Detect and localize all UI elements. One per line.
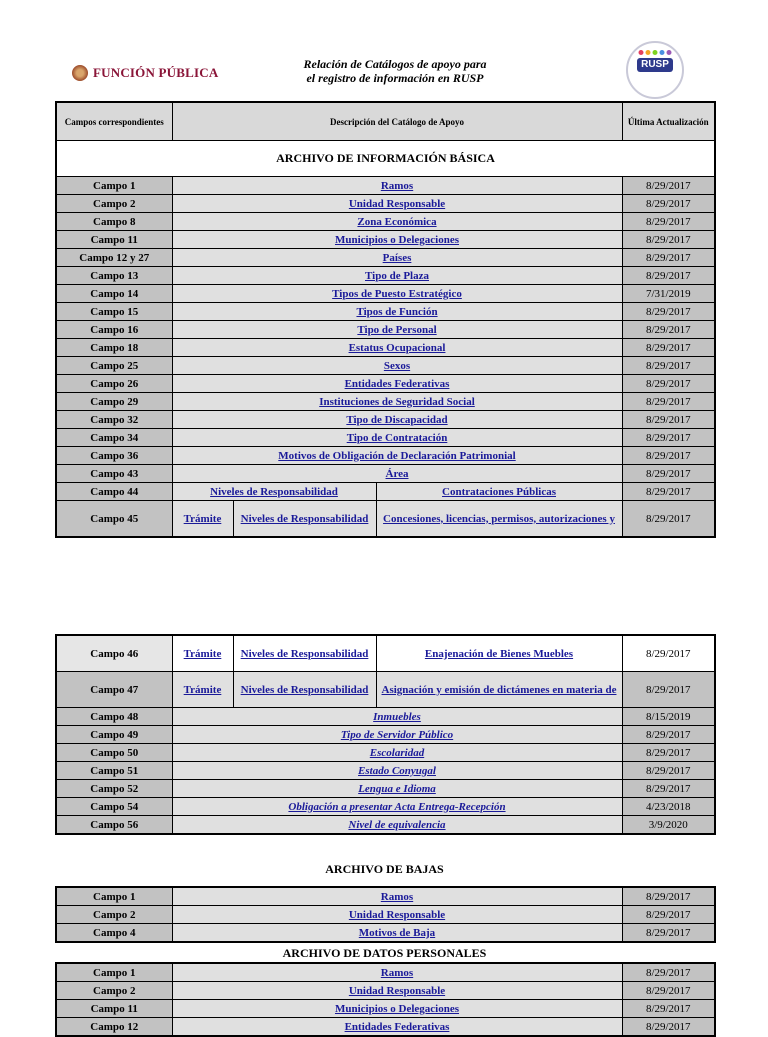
catalog-link-cell[interactable]: [172, 231, 622, 249]
catalog-link-cell[interactable]: [172, 1000, 622, 1018]
table-row: [56, 780, 715, 798]
catalog-table-bajas: [55, 886, 716, 943]
campo-cell: Campo 34: [56, 429, 172, 447]
date-cell: 8/29/2017: [622, 213, 715, 231]
catalog-link-cell[interactable]: [172, 429, 622, 447]
title-line-1: Relación de Catálogos de apoyo para: [303, 57, 487, 71]
campo-cell: Campo 52: [56, 780, 172, 798]
tramite-link-cell[interactable]: [172, 672, 233, 708]
catalog-link-cell[interactable]: [172, 177, 622, 195]
table-row: [56, 177, 715, 195]
tramite-link[interactable]: Trámite: [183, 512, 222, 525]
campo-cell: Campo 4: [56, 924, 172, 943]
table-row: [56, 393, 715, 411]
table-row-campo45: [56, 501, 715, 538]
niveles-link-cell[interactable]: [172, 483, 376, 501]
date-cell: 8/29/2017: [622, 249, 715, 267]
catalog-link[interactable]: Motivos de Obligación de Declaración Patrimonial: [278, 449, 516, 462]
catalog-table-personales: [55, 962, 716, 1037]
table-row: [56, 906, 715, 924]
campo-cell: Campo 56: [56, 816, 172, 835]
catalog-link[interactable]: Entidades Federativas: [344, 1020, 450, 1033]
catalog-link[interactable]: Área: [385, 467, 409, 480]
catalog-link-cell[interactable]: [172, 321, 622, 339]
campo-cell: Campo 11: [56, 231, 172, 249]
niveles-link-cell[interactable]: [233, 672, 376, 708]
niveles-responsabilidad-link[interactable]: Niveles de Responsabilidad: [240, 512, 369, 525]
table-row: [56, 357, 715, 375]
catalog-link-cell[interactable]: [172, 744, 622, 762]
campo-cell: Campo 43: [56, 465, 172, 483]
campo-cell: Campo 11: [56, 1000, 172, 1018]
catalog-link-cell[interactable]: [172, 375, 622, 393]
catalog-link[interactable]: Lengua e Idioma: [358, 782, 436, 795]
date-cell: 8/29/2017: [622, 411, 715, 429]
table-row-campo47: [56, 672, 715, 708]
date-cell: 3/9/2020: [622, 816, 715, 835]
table-row: [56, 375, 715, 393]
catalog-link[interactable]: Tipo de Contratación: [346, 431, 448, 444]
catalog-link[interactable]: Concesiones, licencias, permisos, autorizaciones y: [383, 512, 615, 525]
date-cell: 8/29/2017: [622, 1000, 715, 1018]
catalog-link[interactable]: Estado Conyugal: [358, 764, 436, 777]
campo-cell: Campo 44: [56, 483, 172, 501]
date-cell: 7/31/2019: [622, 285, 715, 303]
catalog-link[interactable]: Instituciones de Seguridad Social: [319, 395, 475, 408]
catalog-link-cell[interactable]: [172, 982, 622, 1000]
catalog-link[interactable]: Motivos de Baja: [358, 926, 436, 939]
campo-cell: Campo 13: [56, 267, 172, 285]
date-cell: 8/29/2017: [622, 483, 715, 501]
campo-cell: Campo 1: [56, 887, 172, 906]
section-title-basica: ARCHIVO DE INFORMACIÓN BÁSICA: [56, 141, 715, 177]
date-cell: 8/29/2017: [622, 906, 715, 924]
catalog-link-cell[interactable]: [172, 816, 622, 835]
catalog-link-cell[interactable]: [172, 887, 622, 906]
catalog-link[interactable]: Ramos: [380, 890, 414, 903]
catalog-link[interactable]: Estatus Ocupacional: [348, 341, 446, 354]
date-cell: 4/23/2018: [622, 798, 715, 816]
campo-cell: Campo 15: [56, 303, 172, 321]
catalog-link-cell[interactable]: [172, 1018, 622, 1037]
campo-cell: Campo 25: [56, 357, 172, 375]
date-cell: 8/29/2017: [622, 982, 715, 1000]
date-cell: 8/15/2019: [622, 708, 715, 726]
logo-text: FUNCIÓN PÚBLICA: [93, 65, 219, 80]
catalog-link[interactable]: Enajenación de Bienes Muebles: [424, 647, 574, 660]
catalog-link[interactable]: Inmuebles: [373, 710, 421, 723]
catalog-link[interactable]: Asignación y emisión de dictámenes en materia de: [381, 683, 617, 696]
catalog-link[interactable]: Tipo de Discapacidad: [346, 413, 448, 426]
rusp-logo-label: RUSP: [637, 58, 673, 72]
date-cell: 8/29/2017: [622, 429, 715, 447]
table-row: [56, 267, 715, 285]
date-cell: 8/29/2017: [622, 339, 715, 357]
catalog-link-cell[interactable]: [172, 195, 622, 213]
date-cell: 8/29/2017: [622, 887, 715, 906]
table-row: [56, 744, 715, 762]
table-row: [56, 249, 715, 267]
campo-cell: Campo 16: [56, 321, 172, 339]
campo-cell: Campo 50: [56, 744, 172, 762]
table-row: [56, 762, 715, 780]
catalog-link-cell[interactable]: [376, 483, 622, 501]
catalog-link[interactable]: Tipos de Puesto Estratégico: [332, 287, 462, 300]
section-title-personales: ARCHIVO DE DATOS PERSONALES: [282, 946, 487, 960]
date-cell: 8/29/2017: [622, 780, 715, 798]
date-cell: 8/29/2017: [622, 726, 715, 744]
date-cell: 8/29/2017: [622, 501, 715, 538]
campo-cell: Campo 32: [56, 411, 172, 429]
campo-cell: Campo 49: [56, 726, 172, 744]
catalog-link[interactable]: Tipo de Plaza: [365, 269, 429, 282]
date-cell: 8/29/2017: [622, 762, 715, 780]
niveles-responsabilidad-link[interactable]: Niveles de Responsabilidad: [210, 485, 338, 498]
date-cell: 8/29/2017: [622, 963, 715, 982]
table-row: [56, 195, 715, 213]
catalog-link-cell[interactable]: [172, 465, 622, 483]
campo-cell: Campo 54: [56, 798, 172, 816]
table-row: [56, 465, 715, 483]
campo-cell: Campo 1: [56, 963, 172, 982]
date-cell: 8/29/2017: [622, 1018, 715, 1037]
catalog-link-cell[interactable]: [376, 635, 622, 672]
rusp-dots-icon: [639, 50, 672, 55]
document-title: [250, 57, 540, 85]
catalog-link-cell[interactable]: [172, 303, 622, 321]
catalog-link[interactable]: Unidad Responsable: [348, 197, 446, 210]
table-row: [56, 411, 715, 429]
date-cell: 8/29/2017: [622, 465, 715, 483]
catalog-link[interactable]: Tipo de Servidor Público: [340, 728, 454, 741]
campo-cell: Campo 2: [56, 906, 172, 924]
table-row-campo46: [56, 635, 715, 672]
catalog-link[interactable]: Sexos: [383, 359, 411, 372]
niveles-link-cell[interactable]: [233, 635, 376, 672]
campo-cell: Campo 47: [56, 672, 172, 708]
table-row: [56, 798, 715, 816]
catalog-link[interactable]: Tipos de Función: [356, 305, 438, 318]
catalog-link-cell[interactable]: [172, 411, 622, 429]
table-row: [56, 1000, 715, 1018]
table-row: [56, 213, 715, 231]
catalog-link-cell[interactable]: [172, 339, 622, 357]
catalog-link[interactable]: Unidad Responsable: [348, 908, 446, 921]
catalog-link-cell[interactable]: [172, 708, 622, 726]
campo-cell: Campo 26: [56, 375, 172, 393]
date-cell: 8/29/2017: [622, 375, 715, 393]
table-row: [56, 924, 715, 943]
catalog-link-cell[interactable]: [172, 906, 622, 924]
catalog-link[interactable]: Zona Económica: [357, 215, 437, 228]
header-ultima-actualizacion: Última Actualización: [622, 102, 715, 141]
section-title-bajas: ARCHIVO DE BAJAS: [325, 862, 444, 876]
catalog-table-continuation: [55, 634, 716, 835]
date-cell: 8/29/2017: [622, 357, 715, 375]
catalog-link[interactable]: Tipo de Personal: [357, 323, 437, 336]
catalog-link-cell[interactable]: [172, 798, 622, 816]
catalog-link-cell[interactable]: [376, 672, 622, 708]
catalog-link[interactable]: Municipios o Delegaciones: [334, 1002, 460, 1015]
catalog-link-cell[interactable]: [172, 762, 622, 780]
campo-cell: Campo 14: [56, 285, 172, 303]
campo-cell: Campo 2: [56, 195, 172, 213]
catalog-link-cell[interactable]: [172, 393, 622, 411]
rusp-logo: [626, 41, 684, 99]
catalog-link[interactable]: Municipios o Delegaciones: [334, 233, 460, 246]
catalog-link[interactable]: Escolaridad: [369, 746, 425, 759]
table-row: [56, 321, 715, 339]
document-header: [0, 40, 768, 100]
table-row-campo44: [56, 483, 715, 501]
table-row: [56, 708, 715, 726]
date-cell: 8/29/2017: [622, 303, 715, 321]
table-row: [56, 963, 715, 982]
catalog-link[interactable]: Ramos: [380, 966, 414, 979]
table-row: [56, 726, 715, 744]
table-row: [56, 231, 715, 249]
tramite-link[interactable]: Trámite: [183, 647, 222, 660]
tramite-link-cell[interactable]: [172, 635, 233, 672]
catalog-link[interactable]: Ramos: [380, 179, 414, 192]
campo-cell: Campo 18: [56, 339, 172, 357]
campo-cell: Campo 45: [56, 501, 172, 538]
campo-cell: Campo 29: [56, 393, 172, 411]
date-cell: 8/29/2017: [622, 321, 715, 339]
date-cell: 8/29/2017: [622, 672, 715, 708]
campo-cell: Campo 1: [56, 177, 172, 195]
campo-cell: Campo 12: [56, 1018, 172, 1037]
date-cell: 8/29/2017: [622, 177, 715, 195]
date-cell: 8/29/2017: [622, 447, 715, 465]
table-row: [56, 982, 715, 1000]
table-row: [56, 285, 715, 303]
campo-cell: Campo 51: [56, 762, 172, 780]
header-descripcion: Descripción del Catálogo de Apoyo: [172, 102, 622, 141]
catalog-link-cell[interactable]: [172, 963, 622, 982]
campo-cell: Campo 2: [56, 982, 172, 1000]
date-cell: 8/29/2017: [622, 267, 715, 285]
table-row: [56, 447, 715, 465]
table-row: [56, 816, 715, 835]
funcion-publica-logo: [72, 65, 218, 81]
catalog-link[interactable]: Entidades Federativas: [344, 377, 450, 390]
catalog-table-basica: [55, 101, 716, 538]
catalog-link-cell[interactable]: [172, 267, 622, 285]
campo-cell: Campo 46: [56, 635, 172, 672]
catalog-link[interactable]: Países: [382, 251, 412, 264]
catalog-link[interactable]: Nivel de equivalencia: [348, 818, 446, 831]
date-cell: 8/29/2017: [622, 635, 715, 672]
contrataciones-link[interactable]: Contrataciones Públicas: [442, 485, 556, 498]
table-row: [56, 303, 715, 321]
table-row: [56, 429, 715, 447]
table-row: [56, 887, 715, 906]
niveles-responsabilidad-link[interactable]: Niveles de Responsabilidad: [240, 683, 369, 696]
tramite-link-cell[interactable]: [172, 501, 233, 538]
campo-cell: Campo 48: [56, 708, 172, 726]
catalog-link-cell[interactable]: [376, 501, 622, 538]
date-cell: 8/29/2017: [622, 924, 715, 943]
tramite-link[interactable]: Trámite: [183, 683, 222, 696]
catalog-link-cell[interactable]: [172, 249, 622, 267]
catalog-link[interactable]: Unidad Responsable: [348, 984, 446, 997]
catalog-link-cell[interactable]: [172, 726, 622, 744]
header-campos: Campos correspondientes: [56, 102, 172, 141]
niveles-link-cell[interactable]: [233, 501, 376, 538]
catalog-link-cell[interactable]: [172, 780, 622, 798]
seal-icon: [72, 65, 88, 81]
campo-cell: Campo 12 y 27: [56, 249, 172, 267]
catalog-link-cell[interactable]: [172, 213, 622, 231]
date-cell: 8/29/2017: [622, 195, 715, 213]
date-cell: 8/29/2017: [622, 393, 715, 411]
catalog-link-cell[interactable]: [172, 285, 622, 303]
date-cell: 8/29/2017: [622, 231, 715, 249]
table-row: [56, 1018, 715, 1037]
catalog-link-cell[interactable]: [172, 357, 622, 375]
title-line-2: el registro de información en RUSP: [306, 71, 484, 85]
catalog-link-cell[interactable]: [172, 447, 622, 465]
campo-cell: Campo 8: [56, 213, 172, 231]
campo-cell: Campo 36: [56, 447, 172, 465]
table-row: [56, 339, 715, 357]
catalog-link[interactable]: Obligación a presentar Acta Entrega-Recepción: [288, 800, 506, 813]
catalog-link-cell[interactable]: [172, 924, 622, 943]
date-cell: 8/29/2017: [622, 744, 715, 762]
niveles-responsabilidad-link[interactable]: Niveles de Responsabilidad: [240, 647, 369, 660]
